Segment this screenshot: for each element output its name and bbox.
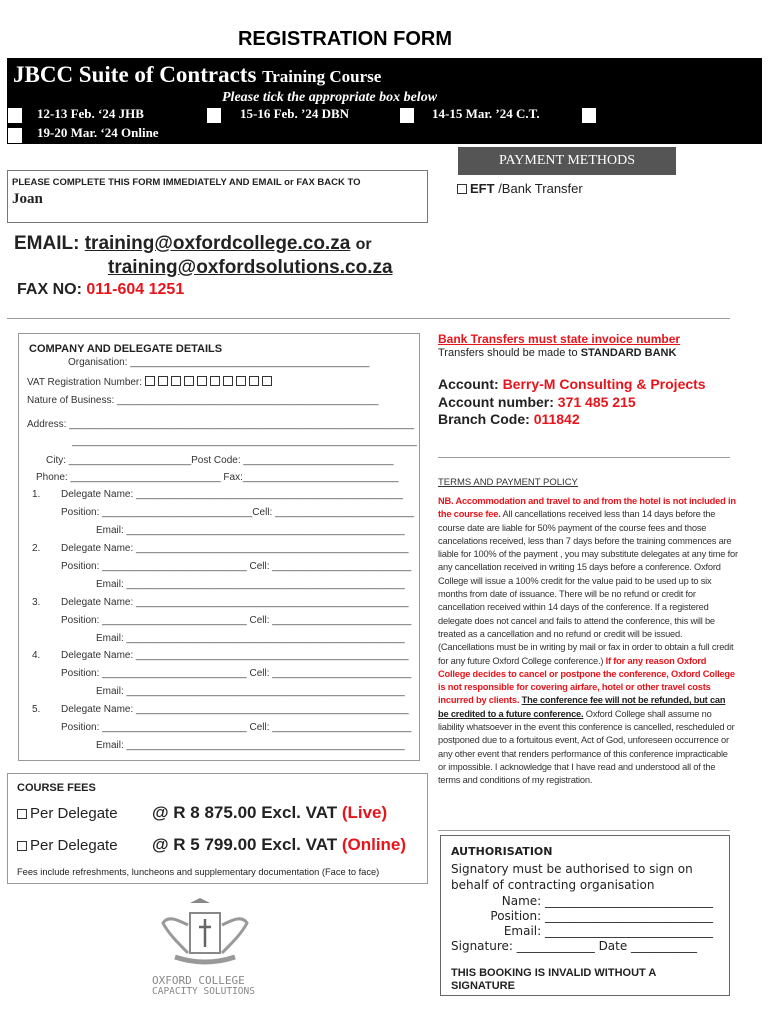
- delegate-1-num: 1.: [32, 489, 41, 500]
- eft-option[interactable]: [457, 181, 583, 196]
- session-checkbox-jhb[interactable]: [8, 108, 22, 123]
- per-delegate-live[interactable]: Per Delegate: [17, 805, 118, 822]
- online-price: @ R 5 799.00 Excl. VAT: [152, 835, 338, 854]
- account-number: 371 485 215: [557, 394, 636, 410]
- account-label: Account:: [438, 376, 499, 392]
- auth-warning: THIS BOOKING IS INVALID WITHOUT A SIGNATURE: [451, 967, 656, 992]
- authorisation-box: [440, 835, 730, 996]
- delegate-3-name-field[interactable]: Delegate Name: _________________________________________________: [61, 597, 409, 608]
- return-name: Joan: [12, 191, 43, 207]
- delegate-4-position-field[interactable]: Position: __________________________ Cell: _________________________: [61, 668, 412, 679]
- session-checkbox-dbn[interactable]: [207, 108, 221, 123]
- policy-text: NB. Accommodation and travel to and from the hotel is not included in the course fee. All cancellations received less than 14 days before the course date are liable for 50% payment of the course fees and those cancelations received, less than 7 days before the training commences are liable for 100% of the payment , you may substitute delegates at any time for any cancellation received in writing 15 days before a conference. Oxford College will issue a 100% credit for the value paid to be used up to six months from date of issuance. There will be no refund or credit for cancellation received within 14 days of the conference. If a registered delegate does not cancel and fails to attend the conference, this will be treated as a cancellation and no refund or credit will be issued. (Cancellations must be in writing by mail or fax in order to obtain a full credit for any future Oxford College conference.) If for any reason Oxford College decides to cancel or postpone the conference, Oxford College is not responsible for covering airfare, hotel or other travel costs incurred by clients. The conference fee will not be refunded, but can be credited to a future conference. Oxford College shall assume no liability whatsoever in the event this conference is cancelled, rescheduled or postponed due to a fortuitous event, Act of God, unforeseen occurrence or any other event that renders performance of this conference impracticable or impossible. I acknowledge that I have read and understood all of the terms and conditions of my registration.: [438, 496, 738, 786]
- fees-note: Fees include refreshments, luncheons and supplementary documentation (Face to face): [17, 867, 380, 877]
- bank-name: STANDARD BANK: [580, 347, 677, 359]
- form-title: REGISTRATION FORM: [237, 28, 453, 50]
- auth-email-field[interactable]: Email: ____________________________: [503, 924, 713, 938]
- company-heading: COMPANY AND DELEGATE DETAILS: [29, 343, 223, 355]
- delegate-1-position-field[interactable]: Position: ___________________________Cell: _________________________: [61, 507, 415, 518]
- vat-number-boxes[interactable]: [145, 377, 275, 388]
- auth-signature-field[interactable]: Signature: _____________ Date ___________: [451, 939, 698, 953]
- delegate-1-email-field[interactable]: Email: __________________________________________________: [96, 525, 405, 536]
- email-link-1[interactable]: training@oxfordcollege.co.za: [84, 233, 351, 254]
- auth-intro: Signatory must be authorised to sign on behalf of contracting organisation: [451, 862, 693, 892]
- session-checkbox-ct[interactable]: [400, 108, 414, 123]
- bank-note: Bank Transfers must state invoice number: [438, 332, 681, 346]
- divider: [438, 457, 730, 458]
- live-price: @ R 8 875.00 Excl. VAT: [152, 803, 338, 822]
- eft-label: EFT: [470, 181, 495, 196]
- address-field[interactable]: Address: ______________________________________________________________: [27, 419, 415, 430]
- session-label-online: 19-20 Mar. ‘24 Online: [37, 125, 159, 140]
- auth-name-field[interactable]: Name: ____________________________: [501, 894, 713, 908]
- delegate-4-name-field[interactable]: Delegate Name: _________________________________________________: [61, 650, 409, 661]
- eft-checkbox[interactable]: [457, 184, 467, 194]
- policy-heading: TERMS AND PAYMENT POLICY: [438, 477, 578, 488]
- email-link-2[interactable]: training@oxfordsolutions.co.za: [108, 257, 393, 278]
- logo-line-2: CAPACITY SOLUTIONS: [152, 986, 255, 997]
- tick-instruction: Please tick the appropriate box below: [222, 90, 438, 105]
- branch-label: Branch Code:: [438, 411, 530, 427]
- city-postcode-field[interactable]: City: ______________________Post Code: ___________________________: [46, 455, 394, 466]
- branch-code: 011842: [533, 411, 580, 427]
- per-delegate-online[interactable]: Per Delegate: [17, 837, 118, 854]
- delegate-3-email-field[interactable]: Email: __________________________________________________: [96, 633, 405, 644]
- email-or: or: [355, 236, 372, 253]
- session-label-ct: 14-15 Mar. ’24 C.T.: [432, 106, 540, 121]
- delegate-2-email-field[interactable]: Email: __________________________________________________: [96, 579, 405, 590]
- delegate-3-num: 3.: [32, 597, 41, 608]
- delegate-2-position-field[interactable]: Position: __________________________ Cell: _________________________: [61, 561, 412, 572]
- fax-number: 011-604 1251: [86, 281, 185, 298]
- fax-label: FAX NO:: [17, 281, 82, 298]
- return-instruction: PLEASE COMPLETE THIS FORM IMMEDIATELY AND EMAIL or FAX BACK TO: [12, 177, 361, 188]
- account-name: Berry-M Consulting & Projects: [502, 376, 706, 392]
- email-label: EMAIL:: [14, 233, 80, 254]
- course-subtitle: Training Course: [262, 67, 382, 86]
- divider: [7, 318, 730, 319]
- session-checkbox-online[interactable]: [8, 128, 22, 143]
- logo-line-1: OXFORD COLLEGE: [152, 974, 245, 987]
- delegate-4-num: 4.: [32, 650, 41, 661]
- course-title: JBCC Suite of Contracts: [13, 62, 257, 87]
- divider: [438, 830, 730, 831]
- online-tag: (Online): [341, 835, 407, 854]
- delegate-5-email-field[interactable]: Email: __________________________________________________: [96, 740, 405, 751]
- delegate-2-num: 2.: [32, 543, 41, 554]
- delegate-5-num: 5.: [32, 704, 41, 715]
- course-fees-box: [7, 773, 428, 884]
- delegate-5-name-field[interactable]: Delegate Name: _________________________________________________: [61, 704, 409, 715]
- phone-fax-field[interactable]: Phone: ___________________________ Fax:____________________________: [36, 472, 399, 483]
- session-label-dbn: 15-16 Feb. ’24 DBN: [240, 106, 350, 121]
- delegate-1-name-field[interactable]: Delegate Name: ________________________________________________: [61, 489, 403, 500]
- address-line-2[interactable]: ______________________________________________________________: [72, 436, 417, 447]
- delegate-5-position-field[interactable]: Position: __________________________ Cell: _________________________: [61, 722, 412, 733]
- delegate-4-email-field[interactable]: Email: __________________________________________________: [96, 686, 405, 697]
- oxford-college-logo: [150, 895, 270, 1000]
- crest-icon: [150, 895, 270, 970]
- fees-heading: COURSE FEES: [17, 782, 96, 794]
- delegate-2-name-field[interactable]: Delegate Name: _________________________________________________: [61, 543, 409, 554]
- business-field[interactable]: Nature of Business: _______________________________________________: [27, 395, 379, 406]
- payment-methods-header: PAYMENT METHODS: [458, 147, 676, 175]
- auth-heading: AUTHORISATION: [451, 845, 553, 858]
- auth-position-field[interactable]: Position: ____________________________: [490, 909, 713, 923]
- account-number-label: Account number:: [438, 394, 554, 410]
- vat-label: VAT Registration Number:: [27, 377, 143, 388]
- transfer-label: Transfers should be made to: [438, 347, 578, 359]
- session-label-jhb: 12-13 Feb. ‘24 JHB: [37, 106, 144, 121]
- session-checkbox-extra[interactable]: [582, 108, 596, 123]
- eft-label-rest: /Bank Transfer: [498, 181, 583, 196]
- course-banner: [7, 58, 762, 144]
- return-box: [7, 170, 428, 223]
- organisation-field[interactable]: Organisation: ___________________________________________: [68, 357, 370, 368]
- live-tag: (Live): [341, 803, 388, 822]
- delegate-3-position-field[interactable]: Position: __________________________ Cell: _________________________: [61, 615, 412, 626]
